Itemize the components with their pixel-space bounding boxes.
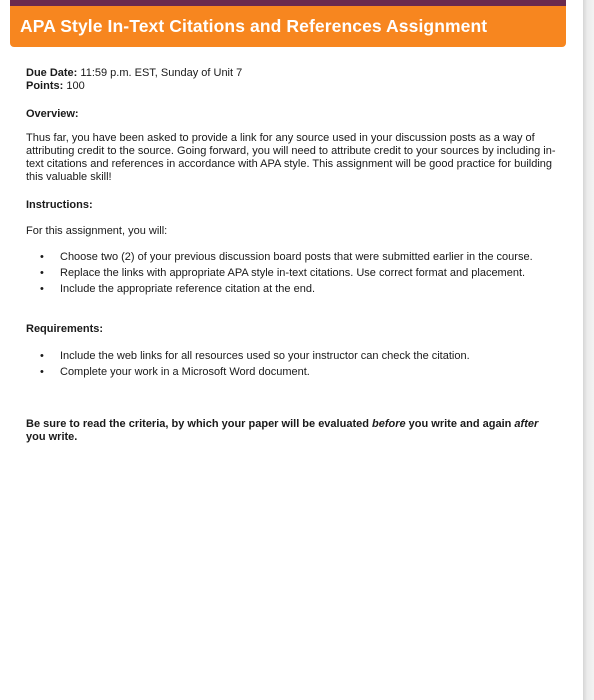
points-value: 100 xyxy=(63,80,85,92)
closing-note xyxy=(26,418,556,444)
page-title: APA Style In-Text Citations and References Assignment xyxy=(20,16,488,36)
title-banner xyxy=(10,6,566,47)
due-date-line xyxy=(26,67,556,80)
overview-paragraph: Thus far, you have been asked to provide a link for any source used in your discussion posts as a way of attributing credit to the source. Going forward, you will need to attribute credit to your sources by including in-text citations and references in accordance with APA style. This assignment will be good practice for building this valuable skill! xyxy=(26,132,556,183)
closing-emphasis-after: after xyxy=(514,418,539,430)
list-item: • Replace the links with appropriate APA style in-text citations. Use correct format and placement. xyxy=(60,265,556,281)
closing-text-3: you write. xyxy=(26,431,78,443)
instructions-list xyxy=(26,249,556,297)
closing-text-1: Be sure to read the criteria, by which your paper will be evaluated xyxy=(26,418,372,430)
points-line xyxy=(26,80,556,93)
instructions-heading: Instructions: xyxy=(26,199,93,211)
list-item: • Include the web links for all resources used so your instructor can check the citation. xyxy=(60,348,556,364)
list-item: • Choose two (2) of your previous discussion board posts that were submitted earlier in the course. xyxy=(60,249,556,265)
assignment-content xyxy=(26,67,556,444)
closing-text-2: you write and again xyxy=(405,418,515,430)
requirements-list xyxy=(26,348,556,380)
overview-heading: Overview: xyxy=(26,108,79,120)
due-date-label: Due Date: xyxy=(26,67,78,79)
requirements-heading: Requirements: xyxy=(26,323,104,335)
due-date-value: 11:59 p.m. EST, Sunday of Unit 7 xyxy=(77,67,243,79)
points-label: Points: xyxy=(26,80,64,92)
closing-emphasis-before: before xyxy=(372,418,406,430)
list-item: • Include the appropriate reference citation at the end. xyxy=(60,281,556,297)
page-edge-shadow xyxy=(583,0,594,700)
instructions-intro: For this assignment, you will: xyxy=(26,225,168,237)
list-item: • Complete your work in a Microsoft Word document. xyxy=(60,364,556,380)
